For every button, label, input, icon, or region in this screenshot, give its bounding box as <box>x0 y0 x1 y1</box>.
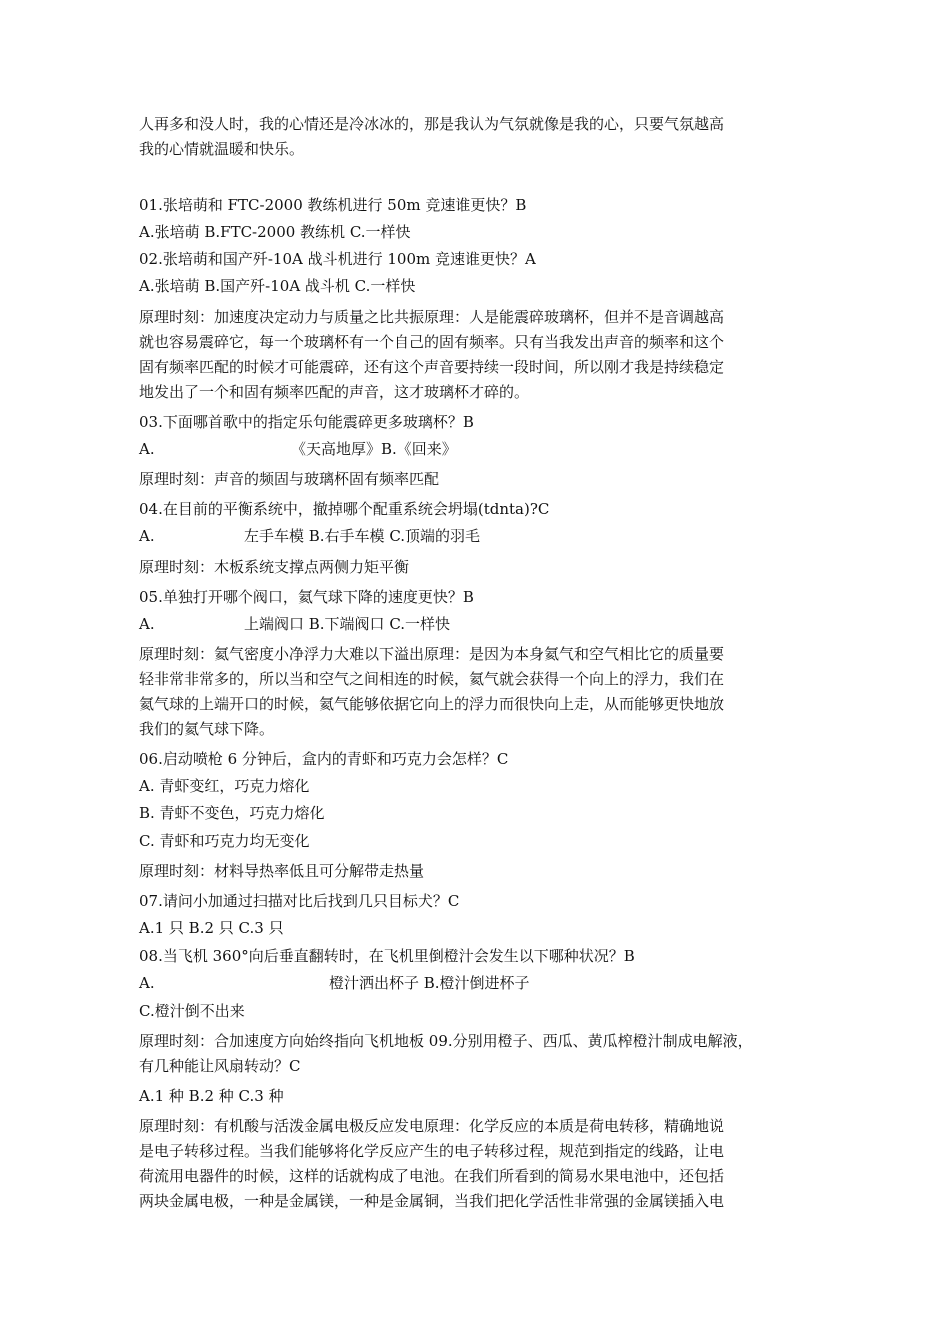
question-07 <box>139 889 819 914</box>
option-item: C. 青虾和巧克力均无变化 <box>139 832 310 850</box>
question-text: 07.请问小加通过扫描对比后找到几只目标犬？C <box>139 892 460 910</box>
intro-paragraph <box>139 112 819 162</box>
question-text: 03.下面哪首歌中的指定乐句能震碎更多玻璃杯？B <box>139 413 474 431</box>
text-line: 原理时刻：加速度决定动力与质量之比共振原理：人是能震碎玻璃杯，但并不是音调越高 <box>139 308 725 326</box>
question-text: 08.当飞机 360°向后垂直翻转时，在飞机里倒橙汁会发生以下哪种状况？B <box>139 947 635 965</box>
question-04-options <box>139 524 819 549</box>
question-text: 01.张培萌和 FTC-2000 教练机进行 50m 竞速谁更快？B <box>139 196 527 214</box>
option-a-label: A. <box>139 440 155 458</box>
question-03 <box>139 410 819 435</box>
principle-paragraph-08 <box>139 1029 819 1079</box>
principle-paragraph-02 <box>139 305 819 405</box>
option-rest: 《天高地厚》B.《回来》 <box>291 440 457 458</box>
question-text: 02.张培萌和国产歼-10A 战斗机进行 100m 竞速谁更快？A <box>139 250 536 268</box>
option-rest: 橙汁洒出杯子 B.橙汁倒进杯子 <box>329 974 530 992</box>
text-line: 我的心情就温暖和快乐。 <box>139 140 305 158</box>
text-line: 原理时刻：合加速度方向始终指向飞机地板 09.分别用橙子、西瓜、黄瓜榨橙汁制成电解液， <box>139 1032 753 1050</box>
option-a-label: A. <box>139 527 155 545</box>
question-07-options <box>139 916 819 941</box>
text-line: 原理时刻：声音的频固与玻璃杯固有频率匹配 <box>139 470 440 488</box>
text-line: 原理时刻：氦气密度小净浮力大难以下溢出原理：是因为本身氦气和空气相比它的质量要 <box>139 645 725 663</box>
question-02 <box>139 247 819 272</box>
principle-paragraph-04 <box>139 555 819 580</box>
text-line: 人再多和没人时，我的心情还是冷冰冰的，那是我认为气氛就像是我的心，只要气氛越高 <box>139 115 725 133</box>
options-text: A.1 只 B.2 只 C.3 只 <box>139 919 284 937</box>
text-line: 两块金属电极，一种是金属镁，一种是金属铜，当我们把化学活性非常强的金属镁插入电 <box>139 1192 725 1210</box>
question-05-options <box>139 612 819 637</box>
text-line: 原理时刻：材料导热率低且可分解带走热量 <box>139 862 425 880</box>
text-line: 荷流用电器件的时候，这样的话就构成了电池。在我们所看到的简易水果电池中，还包括 <box>139 1167 725 1185</box>
option-item: A. 青虾变红，巧克力熔化 <box>139 777 310 795</box>
options-text <box>139 971 819 996</box>
text-line: 固有频率匹配的时候才可能震碎，还有这个声音要持续一段时间，所以刚才我是持续稳定 <box>139 358 725 376</box>
option-a-label: A. <box>139 974 155 992</box>
text-line: 是电子转移过程。当我们能够将化学反应产生的电子转移过程，规范到指定的线路，让电 <box>139 1142 725 1160</box>
question-text: 06.启动喷枪 6 分钟后，盒内的青虾和巧克力会怎样？C <box>139 750 509 768</box>
question-text: 05.单独打开哪个阀口，氦气球下降的速度更快？B <box>139 588 474 606</box>
question-08 <box>139 944 819 969</box>
options-text <box>139 524 819 549</box>
question-09-options <box>139 1084 819 1109</box>
principle-paragraph-06 <box>139 859 819 884</box>
question-01-options <box>139 220 819 245</box>
question-06 <box>139 747 819 772</box>
question-04 <box>139 497 819 522</box>
question-08-option-c <box>139 999 819 1024</box>
text-line: 原理时刻：木板系统支撑点两侧力矩平衡 <box>139 558 410 576</box>
options-text: A.张培萌 B.国产歼-10A 战斗机 C.一样快 <box>139 277 416 295</box>
principle-paragraph-05 <box>139 642 819 742</box>
question-02-options <box>139 274 819 299</box>
text-line: 轻非常非常多的，所以当和空气之间相连的时候，氦气就会获得一个向上的浮力，我们在 <box>139 670 725 688</box>
text-line: 有几种能让风扇转动？C <box>139 1057 301 1075</box>
question-06-options <box>139 774 819 856</box>
options-text: C.橙汁倒不出来 <box>139 1002 245 1020</box>
options-text: A.张培萌 B.FTC-2000 教练机 C.一样快 <box>139 223 411 241</box>
option-item: B. 青虾不变色，巧克力熔化 <box>139 804 325 822</box>
question-08-options <box>139 971 819 996</box>
option-rest: 左手车模 B.右手车模 C.顶端的羽毛 <box>244 527 481 545</box>
text-line: 地发出了一个和固有频率匹配的声音，这才玻璃杯才碎的。 <box>139 383 530 401</box>
option-rest: 上端阀口 B.下端阀口 C.一样快 <box>244 615 451 633</box>
question-text: 04.在目前的平衡系统中，撤掉哪个配重系统会坍塌(tdnta)?C <box>139 500 550 518</box>
question-03-options <box>139 437 819 462</box>
text-line: 我们的氦气球下降。 <box>139 720 275 738</box>
option-a-label: A. <box>139 615 155 633</box>
options-text: A.1 种 B.2 种 C.3 种 <box>139 1087 284 1105</box>
question-01 <box>139 193 819 218</box>
options-text <box>139 437 819 462</box>
principle-paragraph-09 <box>139 1114 819 1214</box>
question-05 <box>139 585 819 610</box>
text-line: 氦气球的上端开口的时候，氦气能够依据它向上的浮力而很快向上走，从而能够更快地放 <box>139 695 725 713</box>
options-text <box>139 612 819 637</box>
text-line: 就也容易震碎它，每一个玻璃杯有一个自己的固有频率。只有当我发出声音的频率和这个 <box>139 333 725 351</box>
text-line: 原理时刻：有机酸与活泼金属电极反应发电原理：化学反应的本质是荷电转移，精确地说 <box>139 1117 725 1135</box>
principle-paragraph-03 <box>139 467 819 492</box>
